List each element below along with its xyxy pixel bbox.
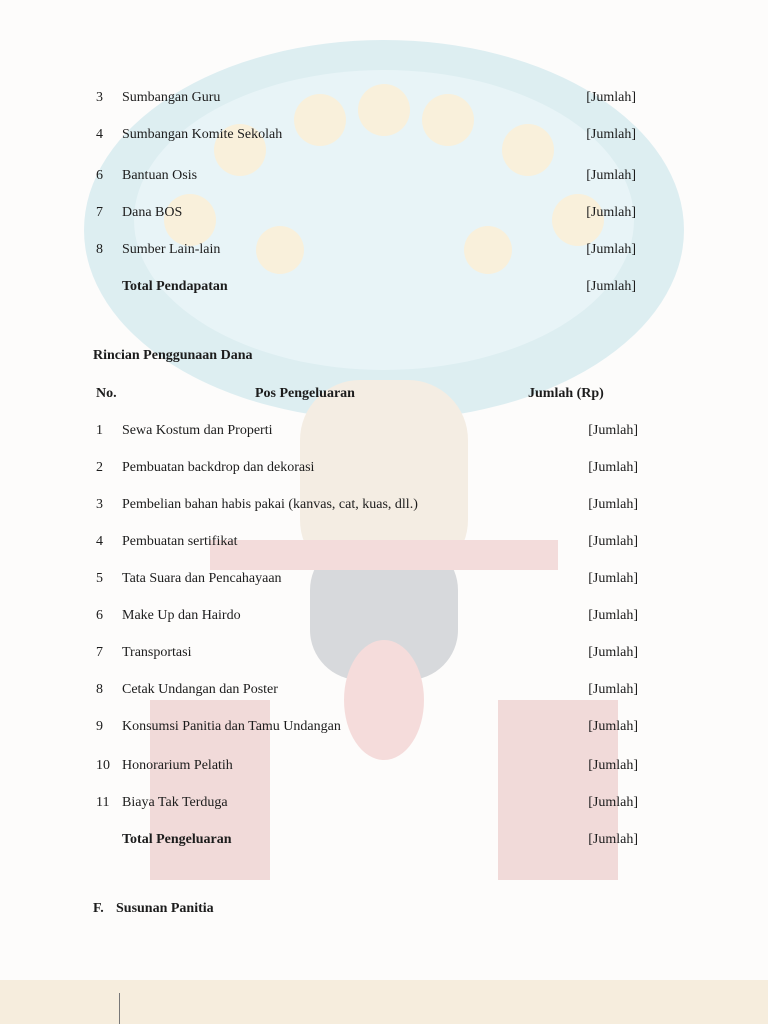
expense-total-label: Total Pengeluaran [122,832,232,847]
expense-row [0,606,768,626]
row-amount: [Jumlah] [586,205,636,220]
section-letter: F. [93,901,104,916]
expense-row [0,643,768,663]
income-row [0,240,768,260]
row-amount: [Jumlah] [586,127,636,142]
table-header [0,384,768,404]
row-amount: [Jumlah] [588,423,638,438]
row-number: 7 [96,645,103,660]
row-number: 3 [96,497,103,512]
row-number: 3 [96,90,103,105]
expense-total-row [0,830,768,850]
row-label: Dana BOS [122,205,183,220]
row-amount: [Jumlah] [588,497,638,512]
expense-row [0,680,768,700]
margin-rule [119,993,120,1024]
expense-section-title-row [0,346,768,366]
row-amount: [Jumlah] [586,242,636,257]
income-row [0,88,768,108]
income-row [0,166,768,186]
row-amount: [Jumlah] [588,608,638,623]
row-amount: [Jumlah] [588,758,638,773]
row-label: Sumbangan Komite Sekolah [122,127,283,142]
row-label: Pembuatan sertifikat [122,534,238,549]
row-amount: [Jumlah] [586,90,636,105]
row-number: 1 [96,423,103,438]
row-amount: [Jumlah] [588,460,638,475]
row-amount: [Jumlah] [588,534,638,549]
header-no: No. [96,386,117,401]
expense-row [0,569,768,589]
row-number: 8 [96,242,103,257]
section-heading-title: Susunan Panitia [116,901,214,916]
row-number: 11 [96,795,110,810]
row-number: 4 [96,127,103,142]
header-pos: Pos Pengeluaran [255,386,355,401]
income-total-row [0,277,768,297]
row-amount: [Jumlah] [588,682,638,697]
row-number: 9 [96,719,103,734]
row-label: Pembuatan backdrop dan dekorasi [122,460,315,475]
row-number: 8 [96,682,103,697]
row-label: Make Up dan Hairdo [122,608,241,623]
row-label: Sumber Lain-lain [122,242,221,257]
section-heading [93,899,214,919]
row-label: Pembelian bahan habis pakai (kanvas, cat, kuas, dll.) [122,497,418,512]
row-number: 4 [96,534,103,549]
row-label: Bantuan Osis [122,168,198,183]
row-number: 6 [96,168,103,183]
row-number: 7 [96,205,103,220]
row-amount: [Jumlah] [588,571,638,586]
row-number: 5 [96,571,103,586]
row-label: Sewa Kostum dan Properti [122,423,273,438]
income-row [0,125,768,145]
row-number: 2 [96,460,103,475]
expense-row [0,495,768,515]
row-label: Tata Suara dan Pencahayaan [122,571,282,586]
expense-row [0,793,768,813]
expense-row [0,458,768,478]
row-label: Sumbangan Guru [122,90,221,105]
row-number: 10 [96,758,110,773]
row-number: 6 [96,608,103,623]
expense-row [0,421,768,441]
row-label: Biaya Tak Terduga [122,795,228,810]
row-amount: [Jumlah] [588,719,638,734]
expense-total-amount: [Jumlah] [588,832,638,847]
income-row [0,203,768,223]
row-amount: [Jumlah] [588,795,638,810]
row-label: Honorarium Pelatih [122,758,233,773]
expense-row [0,717,768,737]
income-total-label: Total Pendapatan [122,279,228,294]
section-title: Rincian Penggunaan Dana [93,348,253,363]
row-label: Konsumsi Panitia dan Tamu Undangan [122,719,341,734]
income-total-amount: [Jumlah] [586,279,636,294]
row-label: Cetak Undangan dan Poster [122,682,278,697]
row-amount: [Jumlah] [588,645,638,660]
expense-row [0,756,768,776]
row-label: Transportasi [122,645,192,660]
expense-row [0,532,768,552]
header-amount: Jumlah (Rp) [528,386,604,401]
row-amount: [Jumlah] [586,168,636,183]
